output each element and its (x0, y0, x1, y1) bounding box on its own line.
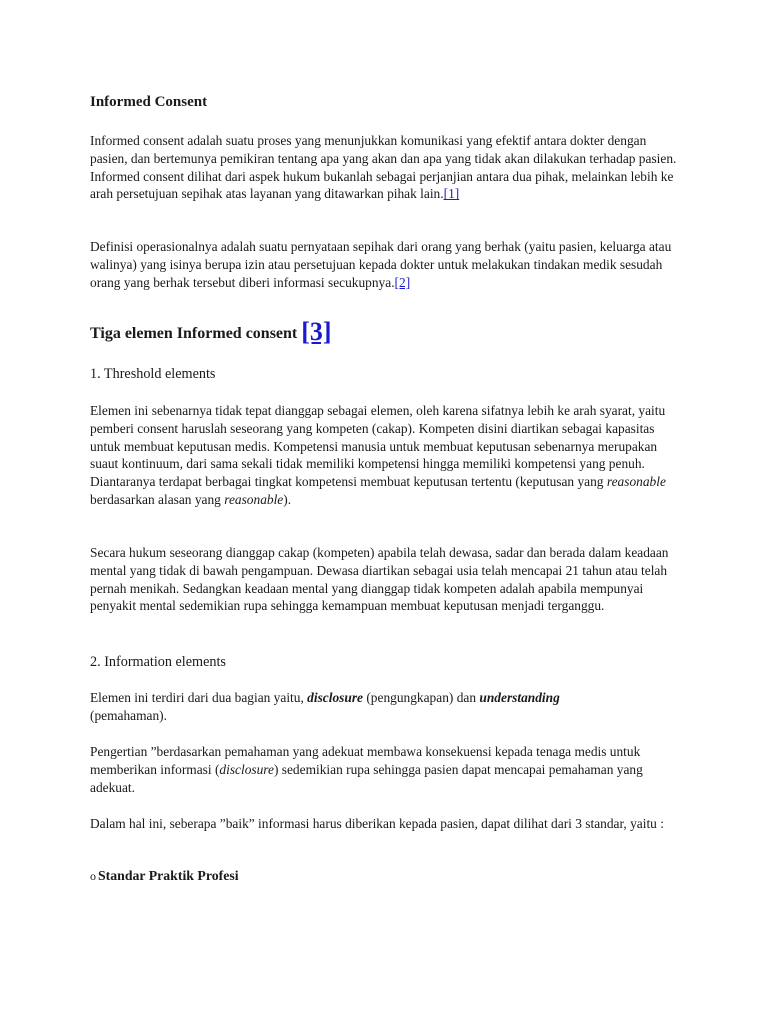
paragraph-threshold-2: Secara hukum seseorang dianggap cakap (kompeten) apabila telah dewasa, sadar dan berada dalam keadaan mental yang tidak di bawah pengampuan. Dewasa diartikan sebagai usia telah mencapai 21 tahun atau telah pernah menikah. Sedangkan keadaan mental yang dianggap tidak kompeten adalah apabila mempunyai penyakit mental sedemikian rupa sehingga kemampuan membuat keputusan menjadi terganggu. (90, 545, 669, 614)
bullet-marker-icon: o (90, 869, 96, 883)
bullet-item-standar-praktik-profesi: o Standar Praktik Profesi (90, 868, 239, 883)
paragraph-operational-definition: Definisi operasionalnya adalah suatu pernyataan sepihak dari orang yang berhak (yaitu pasien, keluarga atau walinya) yang isinya berupa izin atau persetujuan kepada dokter untuk melakukan tindakan medik sesudah orang yang berhak tersebut diberi informasi secukupnya.[2] (90, 239, 672, 290)
paragraph-information-1: Elemen ini terdiri dari dua bagian yaitu, disclosure (pengungkapan) dan understanding (pemahaman). (90, 690, 560, 723)
reference-link-1[interactable]: [1] (443, 186, 460, 202)
reference-link-3[interactable]: [3] (301, 317, 332, 346)
document-title: Informed Consent (90, 94, 208, 110)
paragraph-definition: Informed consent adalah suatu proses yang menunjukkan komunikasi yang efektif antara dokter dengan pasien, dan bertemunya pemikiran tentang apa yang akan dan apa yang tidak akan dilakukan terhadap pasien. Informed consent dilihat dari aspek hukum bukanlah sebagai perjanjian antara dua pihak, melainkan lebih ke arah persetujuan sepihak atas layanan yang ditawarkan pihak lain.[1] (90, 133, 677, 202)
paragraph-information-3: Dalam hal ini, seberapa ”baik” informasi harus diberikan kepada pasien, dapat dilihat dari 3 standar, yaitu : (90, 816, 664, 831)
section-heading-three-elements: Tiga elemen Informed consent [3] (90, 317, 332, 346)
reference-link-2[interactable]: [2] (394, 274, 411, 290)
paragraph-threshold-1: Elemen ini sebenarnya tidak tepat dianggap sebagai elemen, oleh karena sifatnya lebih ke arah syarat, yaitu pemberi consent haruslah seseorang yang kompeten (cakap). Kompeten disini diartikan sebagai kapasitas untuk membuat keputusan medis. Kompetensi manusia untuk membuat keputusan sebenarnya merupakan suaut kontinuum, dari sama sekali tidak memiliki kompetensi hingga memiliki kompetensi yang penuh. Diantaranya terdapat berbagai tingkat kompetensi membuat keputusan tertentu (keputusan yang reasonable berdasarkan alasan yang reasonable). (90, 403, 666, 507)
subheading-information-elements: 2. Information elements (90, 654, 226, 670)
subheading-threshold-elements: 1. Threshold elements (90, 366, 216, 382)
paragraph-information-2: Pengertian ”berdasarkan pemahaman yang adekuat membawa konsekuensi kepada tenaga medis untuk memberikan informasi (disclosure) sedemikian rupa sehingga pasien dapat mencapai pemahaman yang adekuat. (90, 744, 643, 795)
